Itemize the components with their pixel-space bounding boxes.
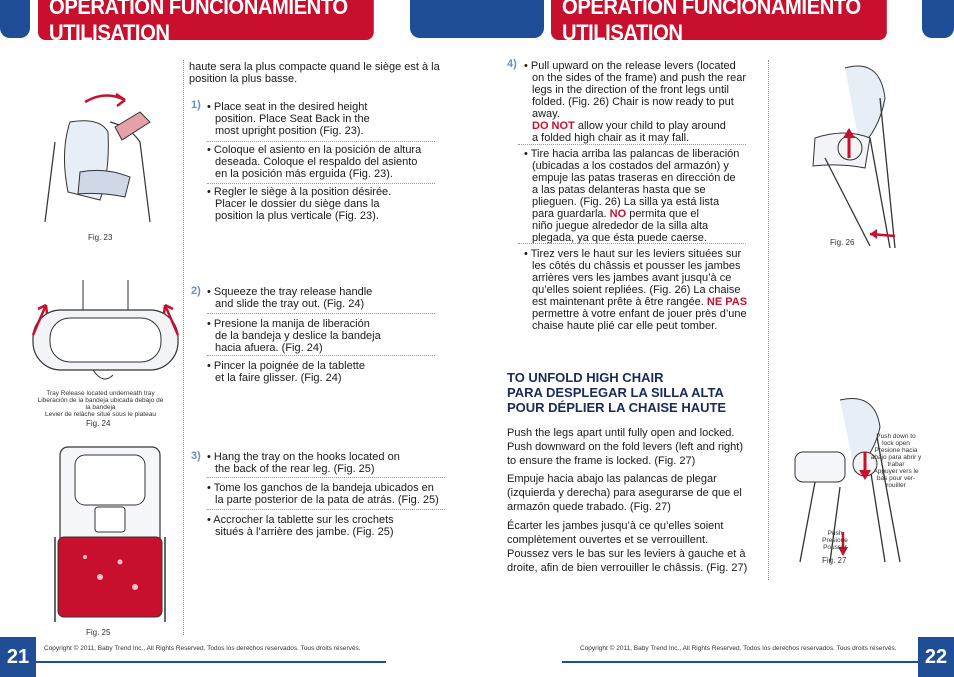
- unfold-french: Écarter les jambes jusqu’à ce qu’elles soient complètement ouvertes et se verrouillent. Poussez vers le bas sur les leviers à gauche et à droite, afin de bien verrouiller le châssis. (Fig. 27): [507, 520, 748, 574]
- right-column-divider: [768, 60, 769, 580]
- header-band-right-edge: [922, 0, 954, 38]
- step-3-english: • Hang the tray on the hooks located on the back of the rear leg. (Fig. 25): [207, 451, 400, 475]
- fig-25-illustration: [40, 437, 180, 627]
- fig-24-caption: Tray Release located underneath tray Liberación de la bandeja ubicada debajo de la bandeja Levier de relâche situé sous le plateau: [37, 390, 164, 418]
- step-2-number: 2): [191, 285, 201, 297]
- step-3-number: 3): [191, 450, 201, 462]
- step-3-spanish: • Tome los ganchos de la bandeja ubicados en la parte posterior de la pata de atrás. (Fig. 25): [207, 482, 439, 506]
- step-4-english: • Pull upward on the release levers (located on the sides of the frame) and push the rear legs in the direction of the front legs until folded. (Fig. 26) Chair is now ready to put away. DO NOT allow your child to play around a folded high chair as it may fall.: [524, 60, 747, 144]
- fig-26-label: Fig. 26: [830, 238, 855, 247]
- unfold-heading: TO UNFOLD HIGH CHAIR PARA DESPLEGAR LA SILLA ALTA POUR DÉPLIER LA CHAISE HAUTE: [507, 370, 727, 415]
- divider: [207, 477, 445, 478]
- divider: [207, 355, 435, 356]
- fig-23-illustration: [30, 82, 180, 232]
- divider: [518, 243, 746, 244]
- step-4-french: • Tirez vers le haut sur les leviers situées sur les côtés du châssis et pousser les jambes arrières vers les jambes avant jusqu’à ce qu’elles soient repliées. (Fig. 26) La chaise est maintenant prête à être rangée. NE PAS permettre à votre enfant de jouer près d’une chaise haute plié car elle peut tomber.: [524, 248, 748, 332]
- fig-27-callout: Push down to lock open Presione hacia abajo para abrir y trabar Appuyer vers le bas pour ver- rouiller: [870, 433, 922, 489]
- page-number-left: 21: [0, 637, 36, 677]
- step-1-number: 1): [191, 99, 201, 111]
- divider: [207, 183, 435, 184]
- copyright-right: Copyright © 2011, Baby Trend Inc., All Rights Reserved. Todos los derechos reservados. Tous droits réservés.: [580, 645, 897, 652]
- unfold-english: Push the legs apart until fully open and locked. Push downward on the fold levers (left and right) to ensure the frame is locked. (Fig. 27): [507, 427, 744, 467]
- step-2-english: • Squeeze the tray release handle and slide the tray out. (Fig. 24): [207, 286, 373, 310]
- header-band-left-edge: [0, 0, 30, 38]
- fig-25-label: Fig. 25: [86, 628, 111, 637]
- divider: [207, 509, 445, 510]
- step-4-number: 4): [507, 58, 517, 70]
- divider: [207, 313, 435, 314]
- fig-23-label: Fig. 23: [88, 233, 113, 242]
- step-2-spanish: • Presione la manija de liberación de la bandeja y deslice la bandeja hacia afuera. (Fig. 24): [207, 318, 381, 354]
- fig-27-label: Fig. 27: [822, 556, 847, 565]
- step-4-spanish: • Tire hacia arriba las palancas de liberación (ubicadas a los costados del armazón) y empuje las patas traseras en dirección de a las patas delanteras hasta que se plieguen. (Fig. 26) La silla ya está lista para guardarla. NO permita que el niño juegue alrededor de la silla alta plegada, ya que ésta puede caerse.: [524, 148, 740, 244]
- fig-24-label: Fig. 24: [86, 419, 111, 428]
- left-top-text: haute sera la plus compacte quand le siège est à la position la plus basse.: [189, 61, 440, 85]
- page-title-left: OPERATION FUNCIONAMIENTO UTILISATION: [38, 0, 374, 40]
- footer-rule-left: [36, 661, 386, 663]
- step-1-spanish: • Coloque el asiento en la posición de altura deseada. Coloque el respaldo del asiento en la posición más erguida (Fig. 23).: [207, 144, 422, 180]
- warning-do-not: DO NOT: [532, 120, 575, 132]
- step-1-french: • Regler le siège à la position désirée. Placer le dossier du siège dans la position la plus verticale (Fig. 23).: [207, 186, 392, 222]
- header-band-center: [410, 0, 544, 38]
- fig-26-illustration: [785, 58, 925, 253]
- step-1-english: • Place seat in the desired height position. Place Seat Back in the most upright position (Fig. 23).: [207, 101, 370, 137]
- left-column-divider: [183, 60, 184, 635]
- unfold-spanish: Empuje hacia abajo las palancas de plegar (izquierda y derecha) para asegurarse de que el armazón quede trabado. (Fig. 27): [507, 473, 742, 513]
- warning-no: NO: [609, 208, 627, 220]
- page-number-right: 22: [918, 637, 954, 677]
- step-3-french: • Accrocher la tablette sur les crochets situés à l’arrière des jambe. (Fig. 25): [207, 514, 394, 538]
- divider: [518, 144, 746, 145]
- copyright-left: Copyright © 2011, Baby Trend Inc., All Rights Reserved. Todos los derechos reservados. Tous droits réservés.: [44, 645, 361, 652]
- divider: [207, 141, 435, 142]
- fig-27-push-label: Push Presione Pousser: [822, 530, 848, 551]
- step-2-french: • Pincer la poignée de la tablette et la faire glisser. (Fig. 24): [207, 360, 365, 384]
- fig-24-illustration: [28, 275, 183, 390]
- footer-rule-right: [562, 661, 918, 663]
- page-title-right: OPERATION FUNCIONAMIENTO UTILISATION: [551, 0, 887, 40]
- warning-ne-pas: NE PAS: [706, 296, 748, 308]
